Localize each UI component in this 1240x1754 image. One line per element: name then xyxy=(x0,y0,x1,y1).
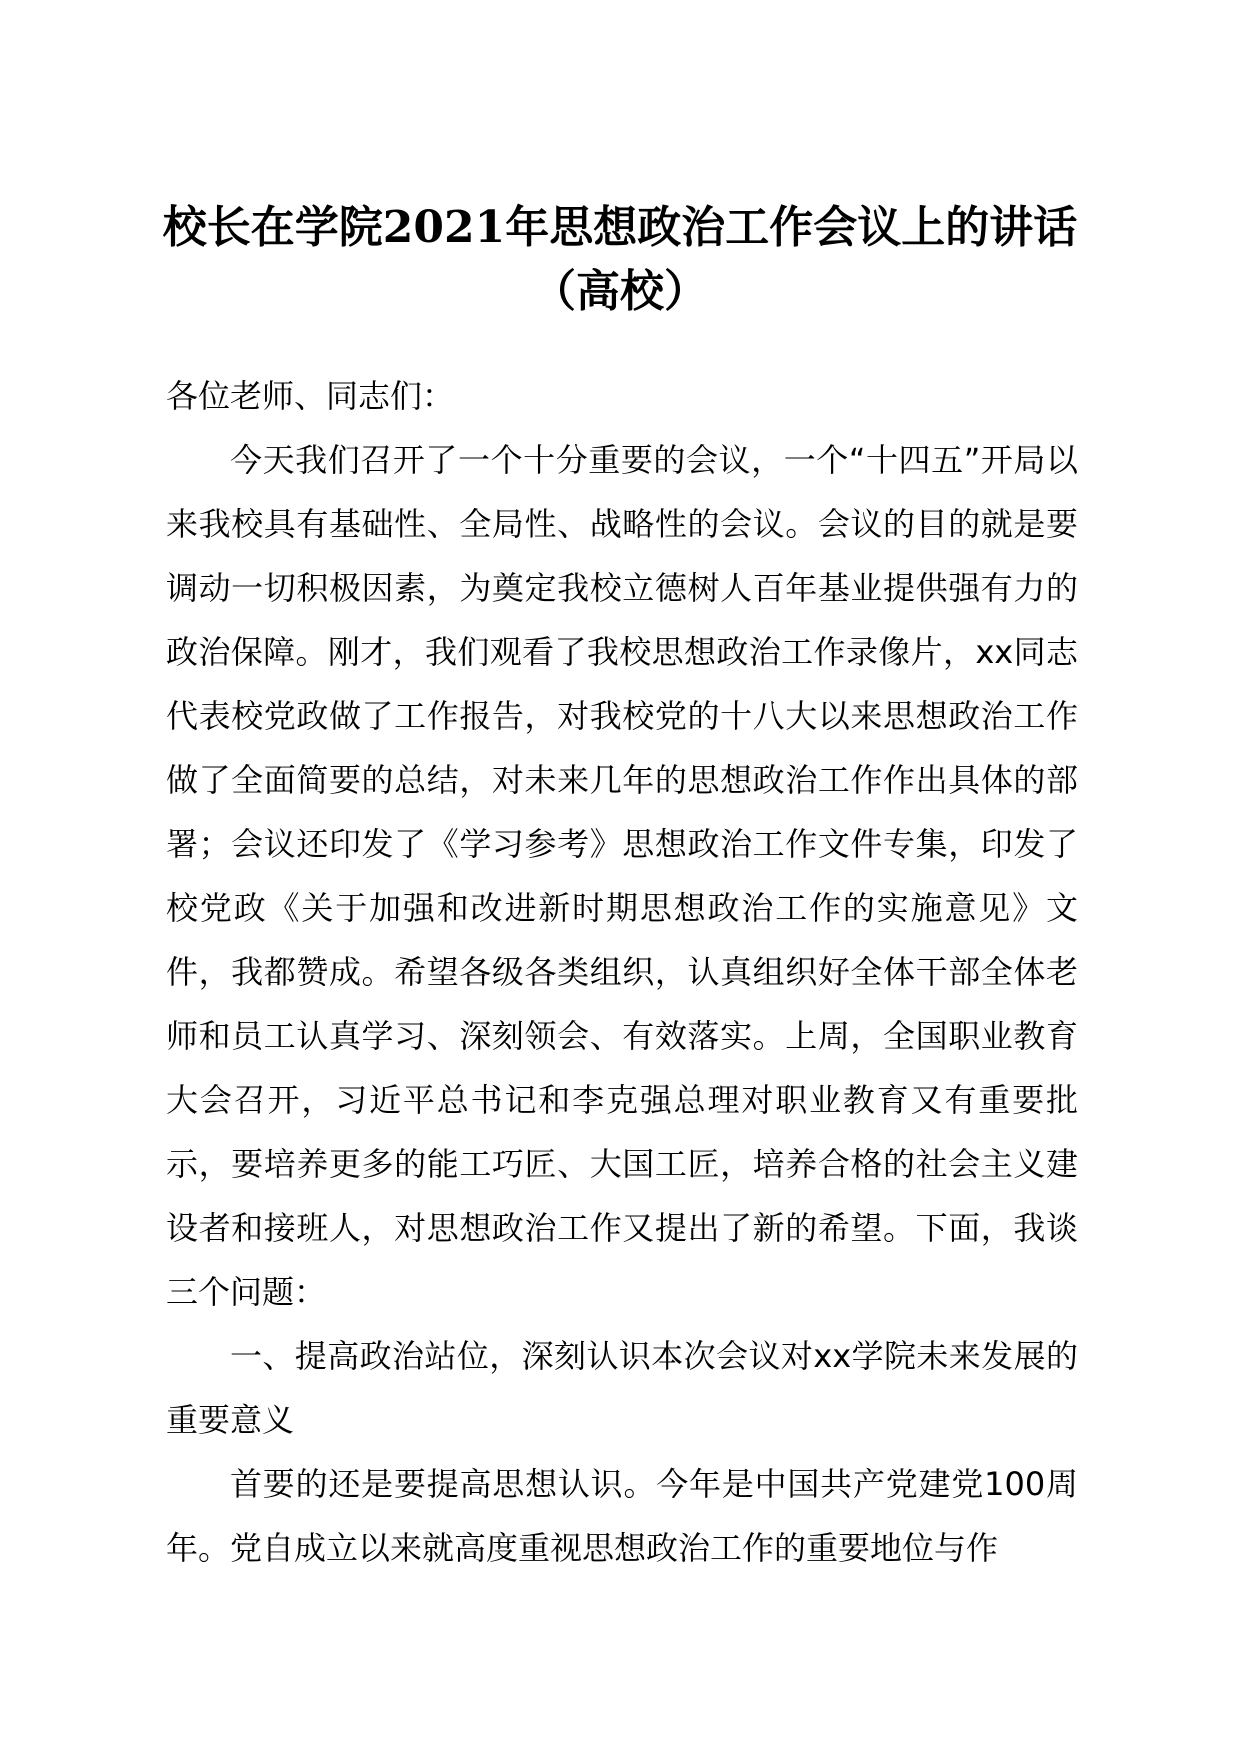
salutation: 各位老师、同志们： xyxy=(166,377,455,415)
section-heading-1: 一、提高政治站位，深刻认识本次会议对xx学院未来发展的重要意义 xyxy=(166,1337,1078,1439)
paragraph-section-1: 首要的还是要提高思想认识。今年是中国共产党建党100周年。党自成立以来就高度重视思想政治工作的重要地位与作 xyxy=(166,1465,1078,1567)
paragraph-opening: 今天我们召开了一个十分重要的会议，一个“十四五”开局以来我校具有基础性、全局性、战略性的会议。会议的目的就是要调动一切积极因素，为奠定我校立德树人百年基业提供强有力的政治保障。刚才，我们观看了我校思想政治工作录像片，xx同志代表校党政做了工作报告，对我校党的十八大以来思想政治工作做了全面简要的总结，对未来几年的思想政治工作作出具体的部署；会议还印发了《学习参考》思想政治工作文件专集，印发了校党政《关于加强和改进新时期思想政治工作的实施意见》文件，我都赞成。希望各级各类组织，认真组织好全体干部全体老师和员工认真学习、深刻领会、有效落实。上周，全国职业教育大会召开，习近平总书记和李克强总理对职业教育又有重要批示，要培养更多的能工巧匠、大国工匠，培养合格的社会主义建设者和接班人，对思想政治工作又提出了新的希望。下面，我谈三个问题： xyxy=(166,441,1078,1311)
document-body xyxy=(166,364,1078,1580)
document-title: 校长在学院2021年思想政治工作会议上的讲话（高校） xyxy=(162,202,1078,317)
